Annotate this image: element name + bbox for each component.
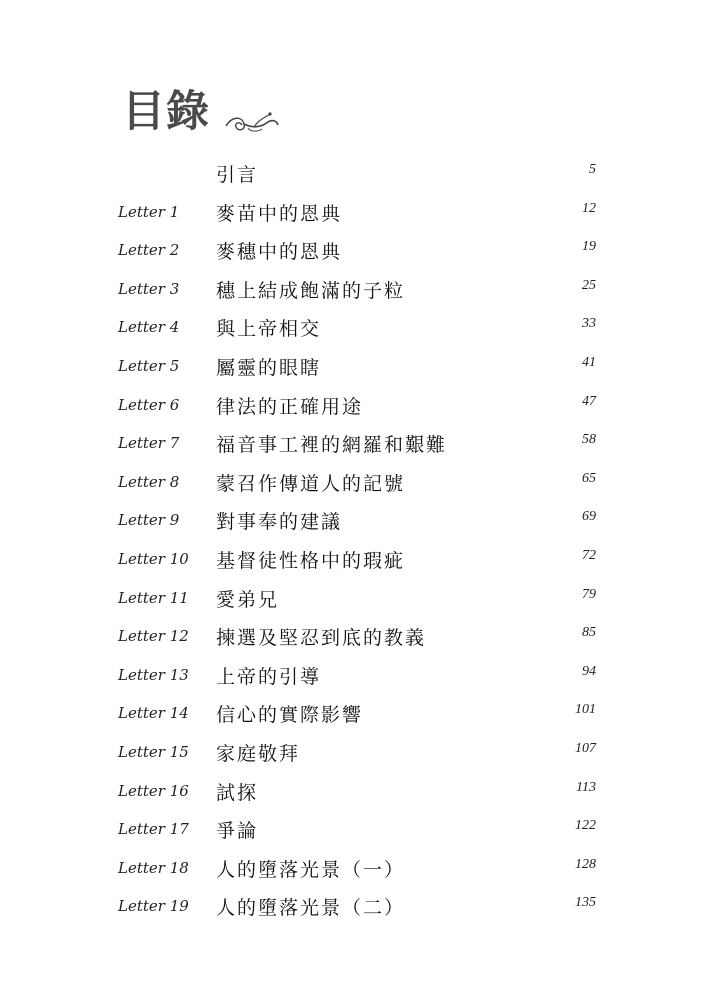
page-number: 122 — [575, 818, 596, 834]
chapter-title: 愛弟兄 — [216, 588, 280, 611]
page-number: 12 — [582, 200, 596, 216]
page-number: 107 — [575, 740, 596, 756]
toc-entry[interactable] — [0, 774, 714, 813]
page-number: 113 — [576, 779, 596, 795]
chapter-title: 蒙召作傳道人的記號 — [216, 472, 406, 495]
page-number: 58 — [582, 432, 596, 448]
chapter-title: 麥苗中的恩典 — [216, 202, 343, 225]
chapter-title: 律法的正確用途 — [216, 395, 364, 418]
flourish-ornament-icon — [224, 108, 280, 134]
chapter-title: 人的墮落光景（一） — [216, 858, 406, 881]
page-number: 79 — [582, 586, 596, 602]
toc-entry[interactable] — [0, 503, 714, 542]
toc-entry[interactable] — [0, 465, 714, 504]
chapter-title: 上帝的引導 — [216, 665, 322, 688]
chapter-title: 家庭敬拜 — [216, 742, 301, 765]
page-number: 69 — [582, 509, 596, 525]
letter-label: Letter 13 — [118, 665, 189, 684]
toc-list — [0, 156, 714, 928]
letter-label: Letter 14 — [118, 704, 189, 723]
letter-label: Letter 18 — [118, 858, 189, 877]
page-number: 25 — [582, 277, 596, 293]
page-number: 85 — [582, 625, 596, 641]
chapter-title: 人的墮落光景（二） — [216, 897, 406, 920]
chapter-title: 對事奉的建議 — [216, 511, 343, 534]
letter-label: Letter 4 — [118, 318, 180, 337]
page-number: 128 — [575, 856, 596, 872]
chapter-title: 信心的實際影響 — [216, 704, 364, 727]
chapter-title: 試探 — [216, 781, 259, 804]
chapter-title: 福音事工裡的網羅和艱難 — [216, 434, 448, 457]
letter-label: Letter 3 — [118, 279, 180, 298]
chapter-title: 屬靈的眼瞎 — [216, 356, 322, 379]
page-number: 47 — [582, 393, 596, 409]
toc-entry[interactable] — [0, 889, 714, 928]
letter-label: Letter 1 — [118, 202, 180, 221]
chapter-title: 基督徒性格中的瑕疵 — [216, 549, 406, 572]
letter-label: Letter 10 — [118, 549, 189, 568]
page-number: 72 — [582, 547, 596, 563]
toc-entry[interactable] — [0, 426, 714, 465]
toc-entry[interactable] — [0, 156, 714, 195]
page-number: 135 — [575, 895, 596, 911]
page-number: 33 — [582, 316, 596, 332]
toc-entry[interactable] — [0, 619, 714, 658]
chapter-title: 與上帝相交 — [216, 318, 322, 341]
toc-entry[interactable] — [0, 696, 714, 735]
toc-entry[interactable] — [0, 542, 714, 581]
page-number: 5 — [589, 162, 596, 177]
toc-entry[interactable] — [0, 272, 714, 311]
toc-entry[interactable] — [0, 812, 714, 851]
letter-label: Letter 2 — [118, 241, 180, 260]
letter-label: Letter 7 — [118, 434, 180, 453]
chapter-title: 引言 — [216, 164, 259, 186]
letter-label: Letter 15 — [118, 742, 189, 761]
letter-label: Letter 16 — [118, 781, 189, 800]
toc-entry[interactable] — [0, 658, 714, 697]
toc-entry[interactable] — [0, 388, 714, 427]
letter-label: Letter 8 — [118, 472, 180, 491]
toc-entry[interactable] — [0, 310, 714, 349]
letter-label: Letter 6 — [118, 395, 180, 414]
toc-entry[interactable] — [0, 581, 714, 620]
page-number: 94 — [582, 663, 596, 679]
page-title: 目錄 — [122, 86, 210, 137]
toc-entry[interactable] — [0, 851, 714, 890]
letter-label: Letter 5 — [118, 356, 180, 375]
chapter-title: 麥穗中的恩典 — [216, 241, 343, 264]
toc-entry[interactable] — [0, 195, 714, 234]
toc-entry[interactable] — [0, 233, 714, 272]
letter-label: Letter 9 — [118, 511, 180, 530]
page-number: 65 — [582, 470, 596, 486]
toc-entry[interactable] — [0, 349, 714, 388]
page-number: 41 — [582, 354, 596, 370]
page-heading — [122, 82, 280, 142]
toc-entry[interactable] — [0, 735, 714, 774]
letter-label: Letter 19 — [118, 897, 189, 916]
page-number: 19 — [582, 239, 596, 255]
chapter-title: 揀選及堅忍到底的教義 — [216, 627, 427, 650]
page-number: 101 — [575, 702, 596, 718]
letter-label: Letter 12 — [118, 627, 189, 646]
chapter-title: 爭論 — [216, 820, 259, 843]
letter-label: Letter 17 — [118, 820, 189, 839]
chapter-title: 穗上結成飽滿的子粒 — [216, 279, 406, 302]
letter-label: Letter 11 — [118, 588, 189, 607]
